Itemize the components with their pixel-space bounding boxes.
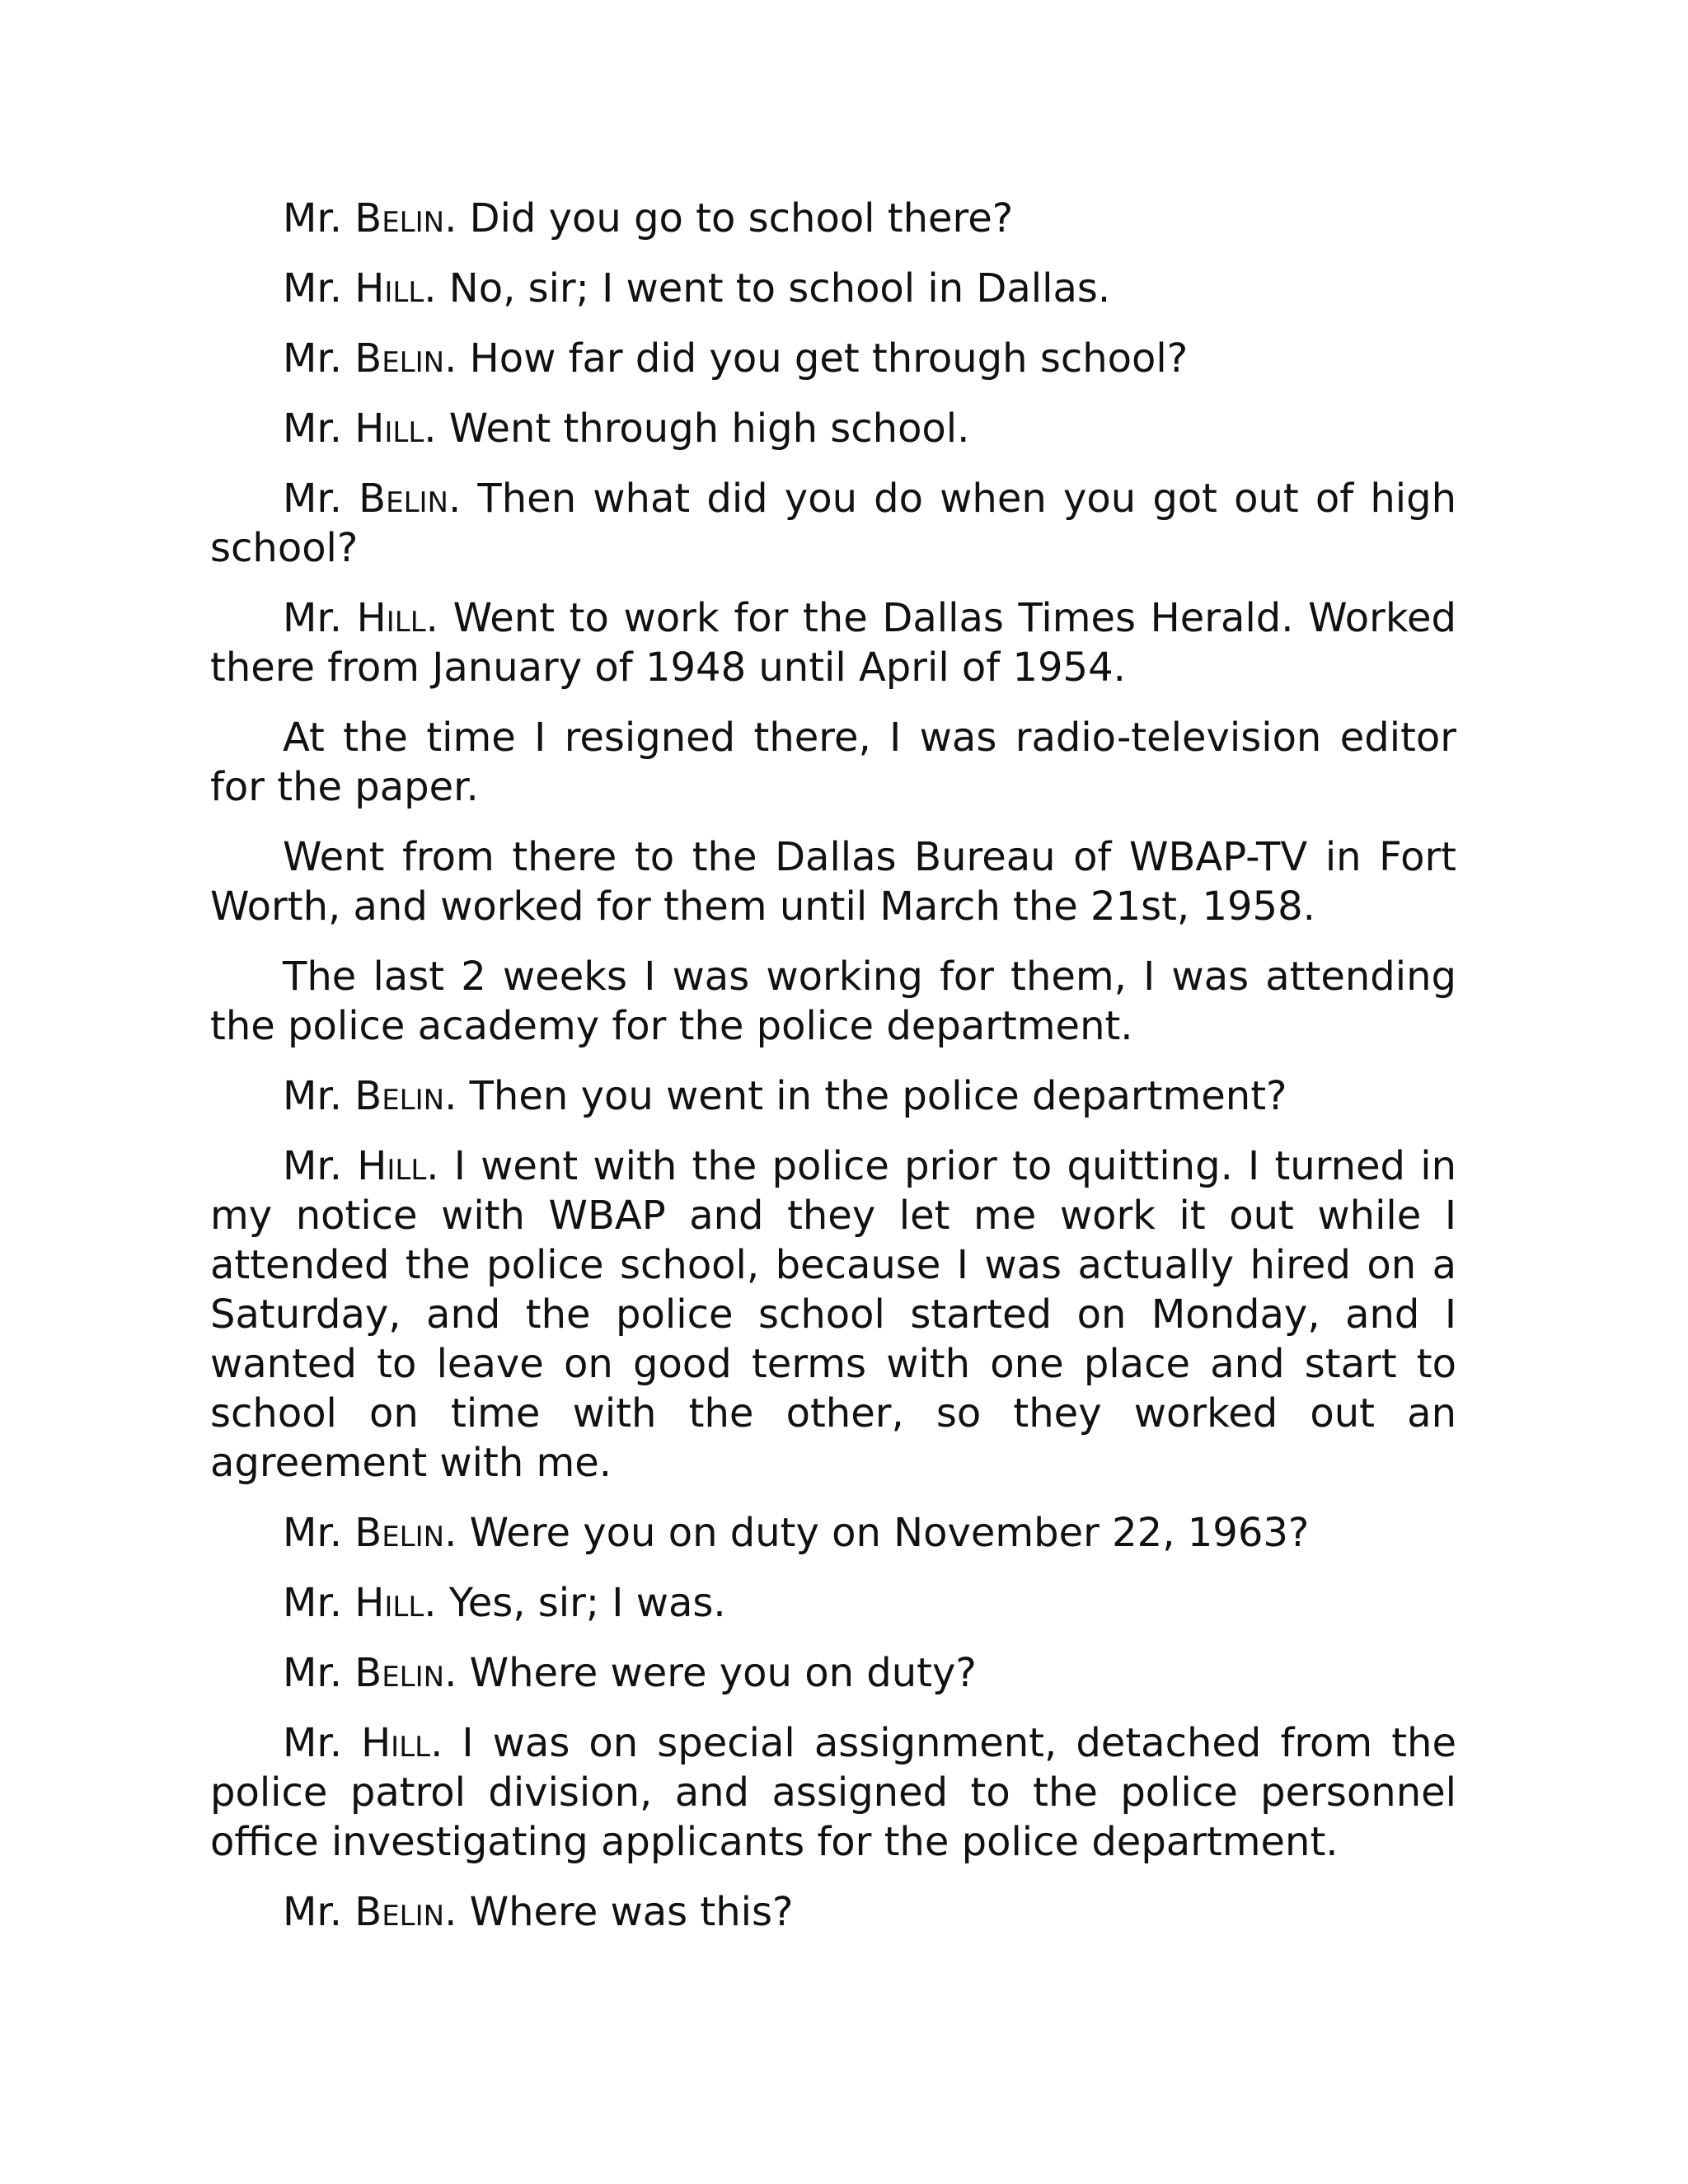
speaker-name: Mr. Belin — [283, 1510, 445, 1556]
transcript-paragraph: Mr. Hill. Yes, sir; I was. — [283, 1580, 726, 1626]
speaker-name: Mr. Hill — [283, 1143, 427, 1189]
transcript-paragraph: Mr. Belin. Were you on duty on November 22, 1963? — [283, 1510, 1310, 1556]
speaker-name: Mr. Belin — [283, 1889, 445, 1935]
transcript-paragraph: At the time I resigned there, I was radio-television editor for the paper. — [210, 715, 1456, 810]
speaker-name: Mr. Belin — [283, 1073, 445, 1119]
speaker-name: Mr. Hill — [283, 1720, 431, 1766]
transcript-paragraph: The last 2 weeks I was working for them, I was attending the police academy for the police department. — [210, 954, 1456, 1049]
transcript-paragraph: Mr. Belin. Then you went in the police department? — [283, 1073, 1287, 1119]
transcript-paragraph: Mr. Hill. Went to work for the Dallas Times Herald. Worked there from January of 1948 until April of 1954. — [210, 595, 1456, 691]
speaker-name: Mr. Belin — [283, 1650, 445, 1696]
speaker-name: Mr. Belin — [283, 335, 445, 382]
speaker-name: Mr. Belin — [283, 195, 445, 241]
transcript-paragraph: Mr. Belin. Did you go to school there? — [283, 195, 1014, 241]
speaker-name: Mr. Belin — [283, 476, 448, 522]
transcript-paragraph: Mr. Hill. Went through high school. — [283, 405, 970, 452]
speaker-name: Mr. Hill — [283, 595, 426, 641]
transcript-paragraph: Mr. Belin. Then what did you do when you got out of high school? — [210, 476, 1456, 571]
transcript-paragraph: Mr. Belin. Where were you on duty? — [283, 1650, 977, 1696]
speaker-name: Mr. Hill — [283, 265, 424, 312]
transcript-paragraph: Mr. Hill. No, sir; I went to school in Dallas. — [283, 265, 1111, 312]
speaker-name: Mr. Hill — [283, 1580, 424, 1626]
transcript-page — [210, 194, 1456, 1957]
transcript-paragraph: Mr. Hill. I was on special assignment, detached from the police patrol division, and assigned to the police personnel office investigating applicants for the police department. — [210, 1720, 1456, 1865]
transcript-paragraph: Went from there to the Dallas Bureau of WBAP-TV in Fort Worth, and worked for them until March the 21st, 1958. — [210, 834, 1456, 930]
transcript-paragraph: Mr. Belin. Where was this? — [283, 1889, 794, 1935]
transcript-paragraph: Mr. Belin. How far did you get through school? — [283, 335, 1189, 382]
speaker-name: Mr. Hill — [283, 405, 424, 452]
transcript-paragraph: Mr. Hill. I went with the police prior to quitting. I turned in my notice with WBAP and they let me work it out while I attended the police school, because I was actually hired on a Saturday, and the police school started on Monday, and I wanted to leave on good terms with one place and start to school on time with the other, so they worked out an agreement with me. — [210, 1143, 1457, 1486]
